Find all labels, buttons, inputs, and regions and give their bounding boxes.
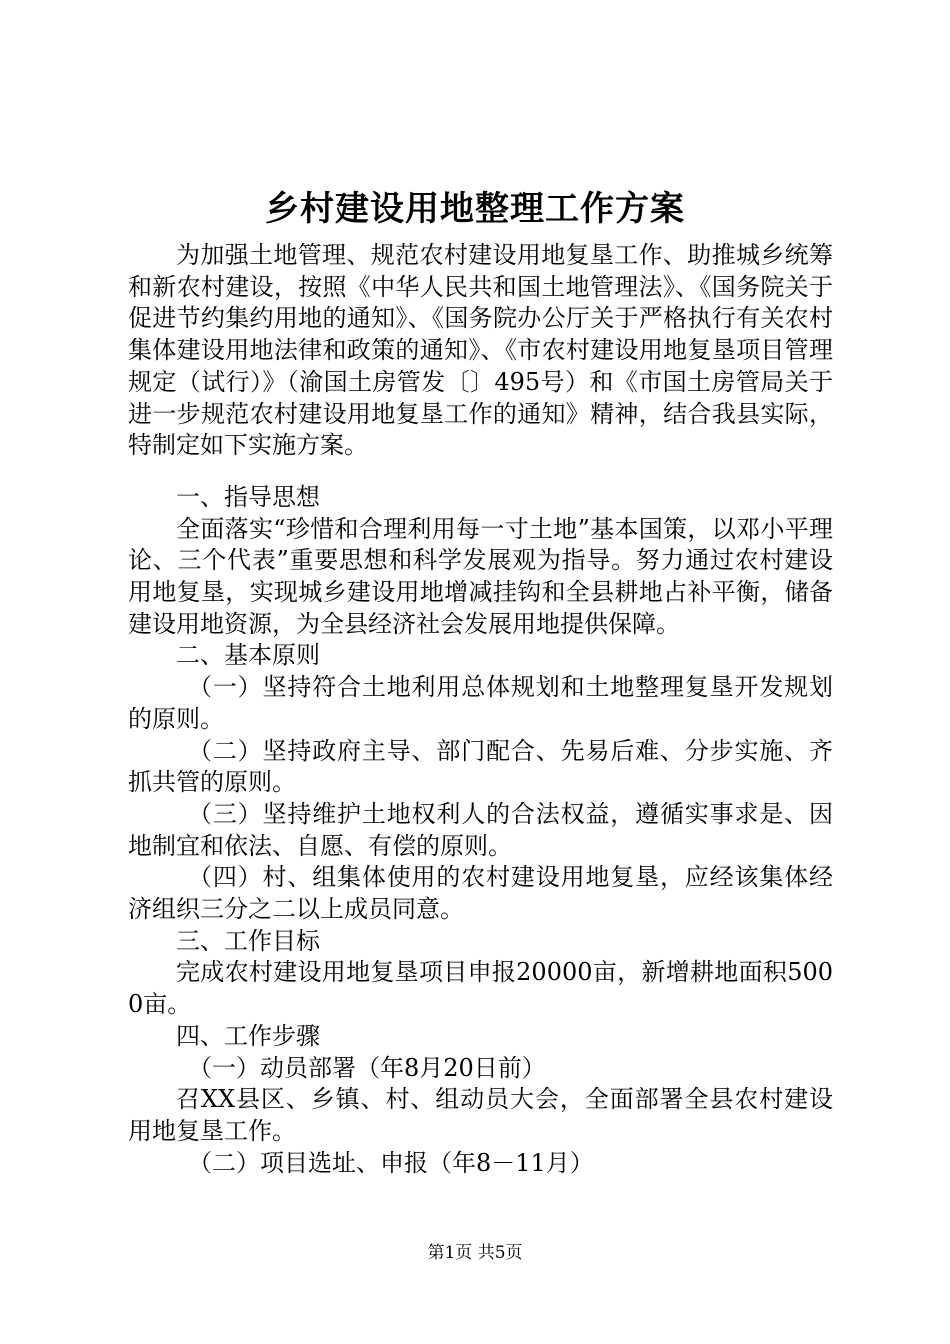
step-heading-1: （一）动员部署（年8月20日前） [188,1053,546,1082]
step-heading-2: （二）项目选址、申报（年8－11月） [188,1148,594,1177]
document-body [128,240,833,1179]
principle-item-2: （二）坚持政府主导、部门配合、先易后难、分步实施、齐抓共管的原则。 [128,736,833,797]
document-title: 乡村建设用地整理工作方案 [265,189,685,229]
section-heading-4: 四、工作步骤 [176,1021,320,1050]
principle-item-4: （四）村、组集体使用的农村建设用地复垦，应经该集体经济组织三分之二以上成员同意。 [128,863,833,924]
intro-paragraph: 为加强土地管理、规范农村建设用地复垦工作、助推城乡统筹和新农村建设，按照《中华人民共和国土地管理法》、《国务院关于促进节约集约用地的通知》、《国务院办公厅关于严格执行有关农村集体建设用地法律和政策的通知》、《市农村建设用地复垦项目管理规定（试行）》（渝国土房管发〔〕495号）和《市国土房管局关于进一步规范农村建设用地复垦工作的通知》精神，结合我县实际，特制定如下实施方案。 [128,241,833,460]
step-1-paragraph: 召XX县区、乡镇、村、组动员大会，全面部署全县农村建设用地复垦工作。 [128,1085,833,1145]
section-heading-2: 二、基本原则 [176,641,320,670]
paragraph-gap [128,462,833,482]
principle-item-3: （三）坚持维护土地权利人的合法权益，遵循实事求是、因地制宜和依法、自愿、有偿的原则。 [128,799,833,860]
principle-item-1: （一）坚持符合土地利用总体规划和土地整理复垦开发规划的原则。 [128,673,833,733]
page-footer: 第1页 共5页 [427,1243,523,1263]
section-1-paragraph: 全面落实“珍惜和合理利用每一寸土地”基本国策，以邓小平理论、三个代表”重要思想和科学发展观为指导。努力通过农村建设用地复垦，实现城乡建设用地增减挂钩和全县耕地占补平衡，储备建设用地资源，为全县经济社会发展用地提供保障。 [128,514,833,638]
section-heading-3: 三、工作目标 [176,926,320,955]
section-heading-1: 一、指导思想 [176,482,320,511]
section-3-paragraph: 完成农村建设用地复垦项目申报20000亩，新增耕地面积5000亩。 [128,958,833,1019]
